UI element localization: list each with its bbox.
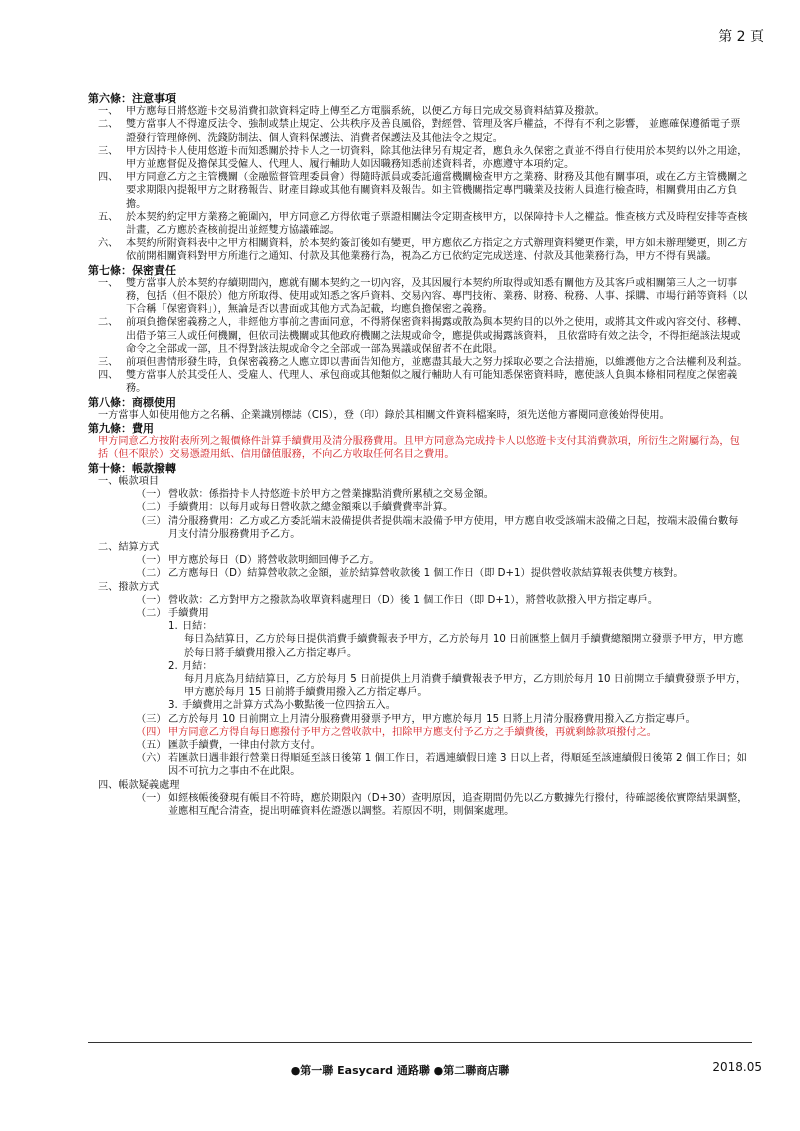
page-number: 第 2 頁 [718,29,764,45]
accounts-item: （一） 營收款：係指持卡人持悠遊卡於甲方之營業據點消費所累積之交易金額。 [136,489,494,501]
fee-subitem-body: 每月月底為月結結算日，乙方於每月 5 日前提供上月消費手續費報表予甲方，乙方則於每月 10 日前開立手續費發票予甲方，甲方應於每月 15 日前將手續費用撥入乙方指定專戶。 [184,673,747,699]
payment-item: （二） 手續費用 [136,607,209,619]
fee-subitem: 2. 月結： [168,660,213,672]
article-6-item: 三、 甲方因持卡人使用悠遊卡而知悉關於持卡人之一切資料，除其他法律另有規定者，應負永久保密之責並不得自行使用於本契約以外之用途，甲方並應督促及擔保其受僱人、代理人、履行輔助人如因職務知悉前述資料者，亦應遵守本項約定。 [98,145,748,171]
payment-heading: 三、撥款方式 [98,581,160,593]
dispute-heading: 四、帳款疑義處理 [98,779,180,791]
fee-subitem-body: 每日為結算日，乙方於每日提供消費手續費報表予甲方，乙方於每月 10 日前匯整上個月手續費總額開立發票予甲方，甲方應於每日將手續費用撥入乙方指定專戶。 [184,634,744,659]
article-6-title: 第六條：注意事項 [88,92,176,105]
contract-body [88,92,748,818]
payment-item: （一） 營收款：乙方對甲方之撥款為收單資料處理日（D）後 1 個工作日（即 D+1），將營收款撥入甲方指定專戶。 [136,594,659,606]
article-6-item: 二、 雙方當事人不得違反法令、強制或禁止規定、公共秩序及善良風俗，對經營、管理及客戶權益，不得有不利之影響， 並應確保遵循電子票證發行管理條例、洗錢防制法、個人資料保護法、消費者保護法及其他法令之規定。 [98,119,741,144]
payment-item: （六） 若匯款日遇非銀行營業日得順延至該日後第 1 個工作日，若遇連續假日達 3 日以上者，得順延至該連續假日後第 2 個工作日；如因不可抗力之事由不在此限。 [136,753,747,778]
settlement-heading: 二、結算方式 [98,541,160,553]
dispute-item: （一） 如經核帳後發現有帳目不符時，應於期限內（D+30）查明原因，追查期間仍先以乙方數據先行撥付，待確認後依實際結果調整，並應相互配合清查，提出明確資料佐證憑以調整。若原因不明，則個案處理。 [136,792,748,817]
footer-copy-label: ●第一聯 Easycard 通路聯 ●第二聯商店聯 [290,1064,510,1077]
footer-version: 2018.05 [712,1060,762,1074]
accounts-item: （二） 手續費用：以每月或每日營收款之總金額乘以手續費費率計算。 [136,502,454,514]
footer-divider [88,1042,752,1043]
article-7-item: 四、 雙方當事人於其受任人、受雇人、代理人、承包商或其他類似之履行輔助人有可能知悉保密資料時，應使該人負與本條相同程度之保密義務。 [98,370,738,395]
payment-item-highlight: （四） 甲方同意乙方得自每日應撥付予甲方之營收款中，扣除甲方應支付予乙方之手續費後，再就剩餘款項撥付之。 [136,726,657,738]
fee-subitem: 1. 日結： [168,621,213,633]
article-9-text: 甲方同意乙方按附表所列之報價條件計算手續費用及清分服務費用。且甲方同意為完成持卡人以悠遊卡支付其消費款項，所衍生之附屬行為，包括（但不限於）交易憑證用紙、信用儲值服務，不向乙方收取任何名目之費用。 [98,436,740,461]
article-6-item: 四、 甲方同意乙方之主管機關（金融監督管理委員會）得隨時派員或委託適當機關檢查甲方之業務、財務及其他有關事項，或在乙方主管機關之要求期限內提報甲方之財務報告、財產目錄或其他有關資料及報告。如主管機關指定專門職業及技術人員進行檢查時，相關費用由乙方負擔。 [98,172,748,210]
payment-item: （五） 匯款手續費，一律由付款方支付。 [136,739,321,751]
article-6-item: 五、 於本契約約定甲方業務之範圍內，甲方同意乙方得依電子票證相關法令定期查核甲方，以保障持卡人之權益。惟查核方式及時程安排等查核計畫，乙方應於查核前提出並經雙方協議確認。 [98,211,748,237]
article-8-text: 一方當事人如使用他方之名稱、企業識別標誌（CIS），登（印）錄於其相關文件資料檔案時，須先送他方審閱同意後始得使用。 [98,409,670,421]
article-7-item: 一、 雙方當事人於本契約存續期間內，應就有關本契約之一切內容，及其因履行本契約所取得或知悉有關他方及其客戶或相關第三人之一切事務，包括（但不限於）他方所取得、使用或知悉之客戶資料、交易內容、專門技術、業務、財務、稅務、人事、採購、市場行銷等資料（以下合稱「保密資料」），無論是否以書面或其他方式為記載，均應負擔保密之義務。 [98,277,748,316]
article-7-title: 第七條：保密責任 [88,263,176,277]
settlement-item: （二） 乙方應每日（D）結算營收款之金額，並於結算營收款後 1 個工作日（即 D+1）提供營收款結算報表供雙方核對。 [136,568,684,580]
article-9-title: 第九條：費用 [88,422,154,436]
payment-item: （三） 乙方於每月 10 日前開立上月清分服務費用發票予甲方，甲方應於每月 15 日將上月清分服務費用撥入乙方指定專戶。 [136,713,696,725]
article-7-item: 二、 前項負擔保密義務之人，非經他方事前之書面同意，不得將保密資料揭露或散為與本契約目的以外之使用，或將其文件或內容交付、移轉、出借予第三人或任何機關，但依司法機關或其他政府機關之法規或命令，應提供或揭露該資料， 且依當時有效之法令，不得拒絕該法規或命令之全部或一部，且不得對該法規或命令之全部或一部為異議或保留者不在此限。 [98,317,748,355]
accounts-items-heading: 一、帳款項目 [98,475,160,487]
article-10-title: 第十條：帳款撥轉 [88,461,176,475]
article-8-title: 第八條：商標使用 [88,395,176,409]
article-6-item: 六、 本契約所附資料表中之甲方相關資料，於本契約簽訂後如有變更，甲方應依乙方指定之方式辦理資料變更作業，甲方如未辦理變更，則乙方依前開相關資料對甲方所進行之通知、付款及其他業務行為，視為乙方已依約定完成送達、付款及其他業務行為，甲方不得有異議。 [98,238,748,263]
article-6-item: 一、 甲方應每日將悠遊卡交易消費扣款資料定時上傳至乙方電腦系統，以便乙方每日完成交易資料結算及撥款。 [98,106,605,118]
settlement-item: （一） 甲方應於每日（D）將營收款明細回傳予乙方。 [136,555,380,567]
article-7-item: 三、 前項但書情形發生時，負保密義務之人應立即以書面告知他方，並應盡其最大之努力採取必要之合法措施，以維護他方之合法權利及利益。 [98,357,748,369]
fee-subitem: 3. 手續費用之計算方式為小數點後一位四捨五入。 [168,700,396,712]
accounts-item: （三） 清分服務費用：乙方或乙方委託端末設備提供者提供端末設備予甲方使用，甲方應自收受該端末設備之日起，按端末設備台數每月支付清分服務費用予乙方。 [136,515,739,540]
